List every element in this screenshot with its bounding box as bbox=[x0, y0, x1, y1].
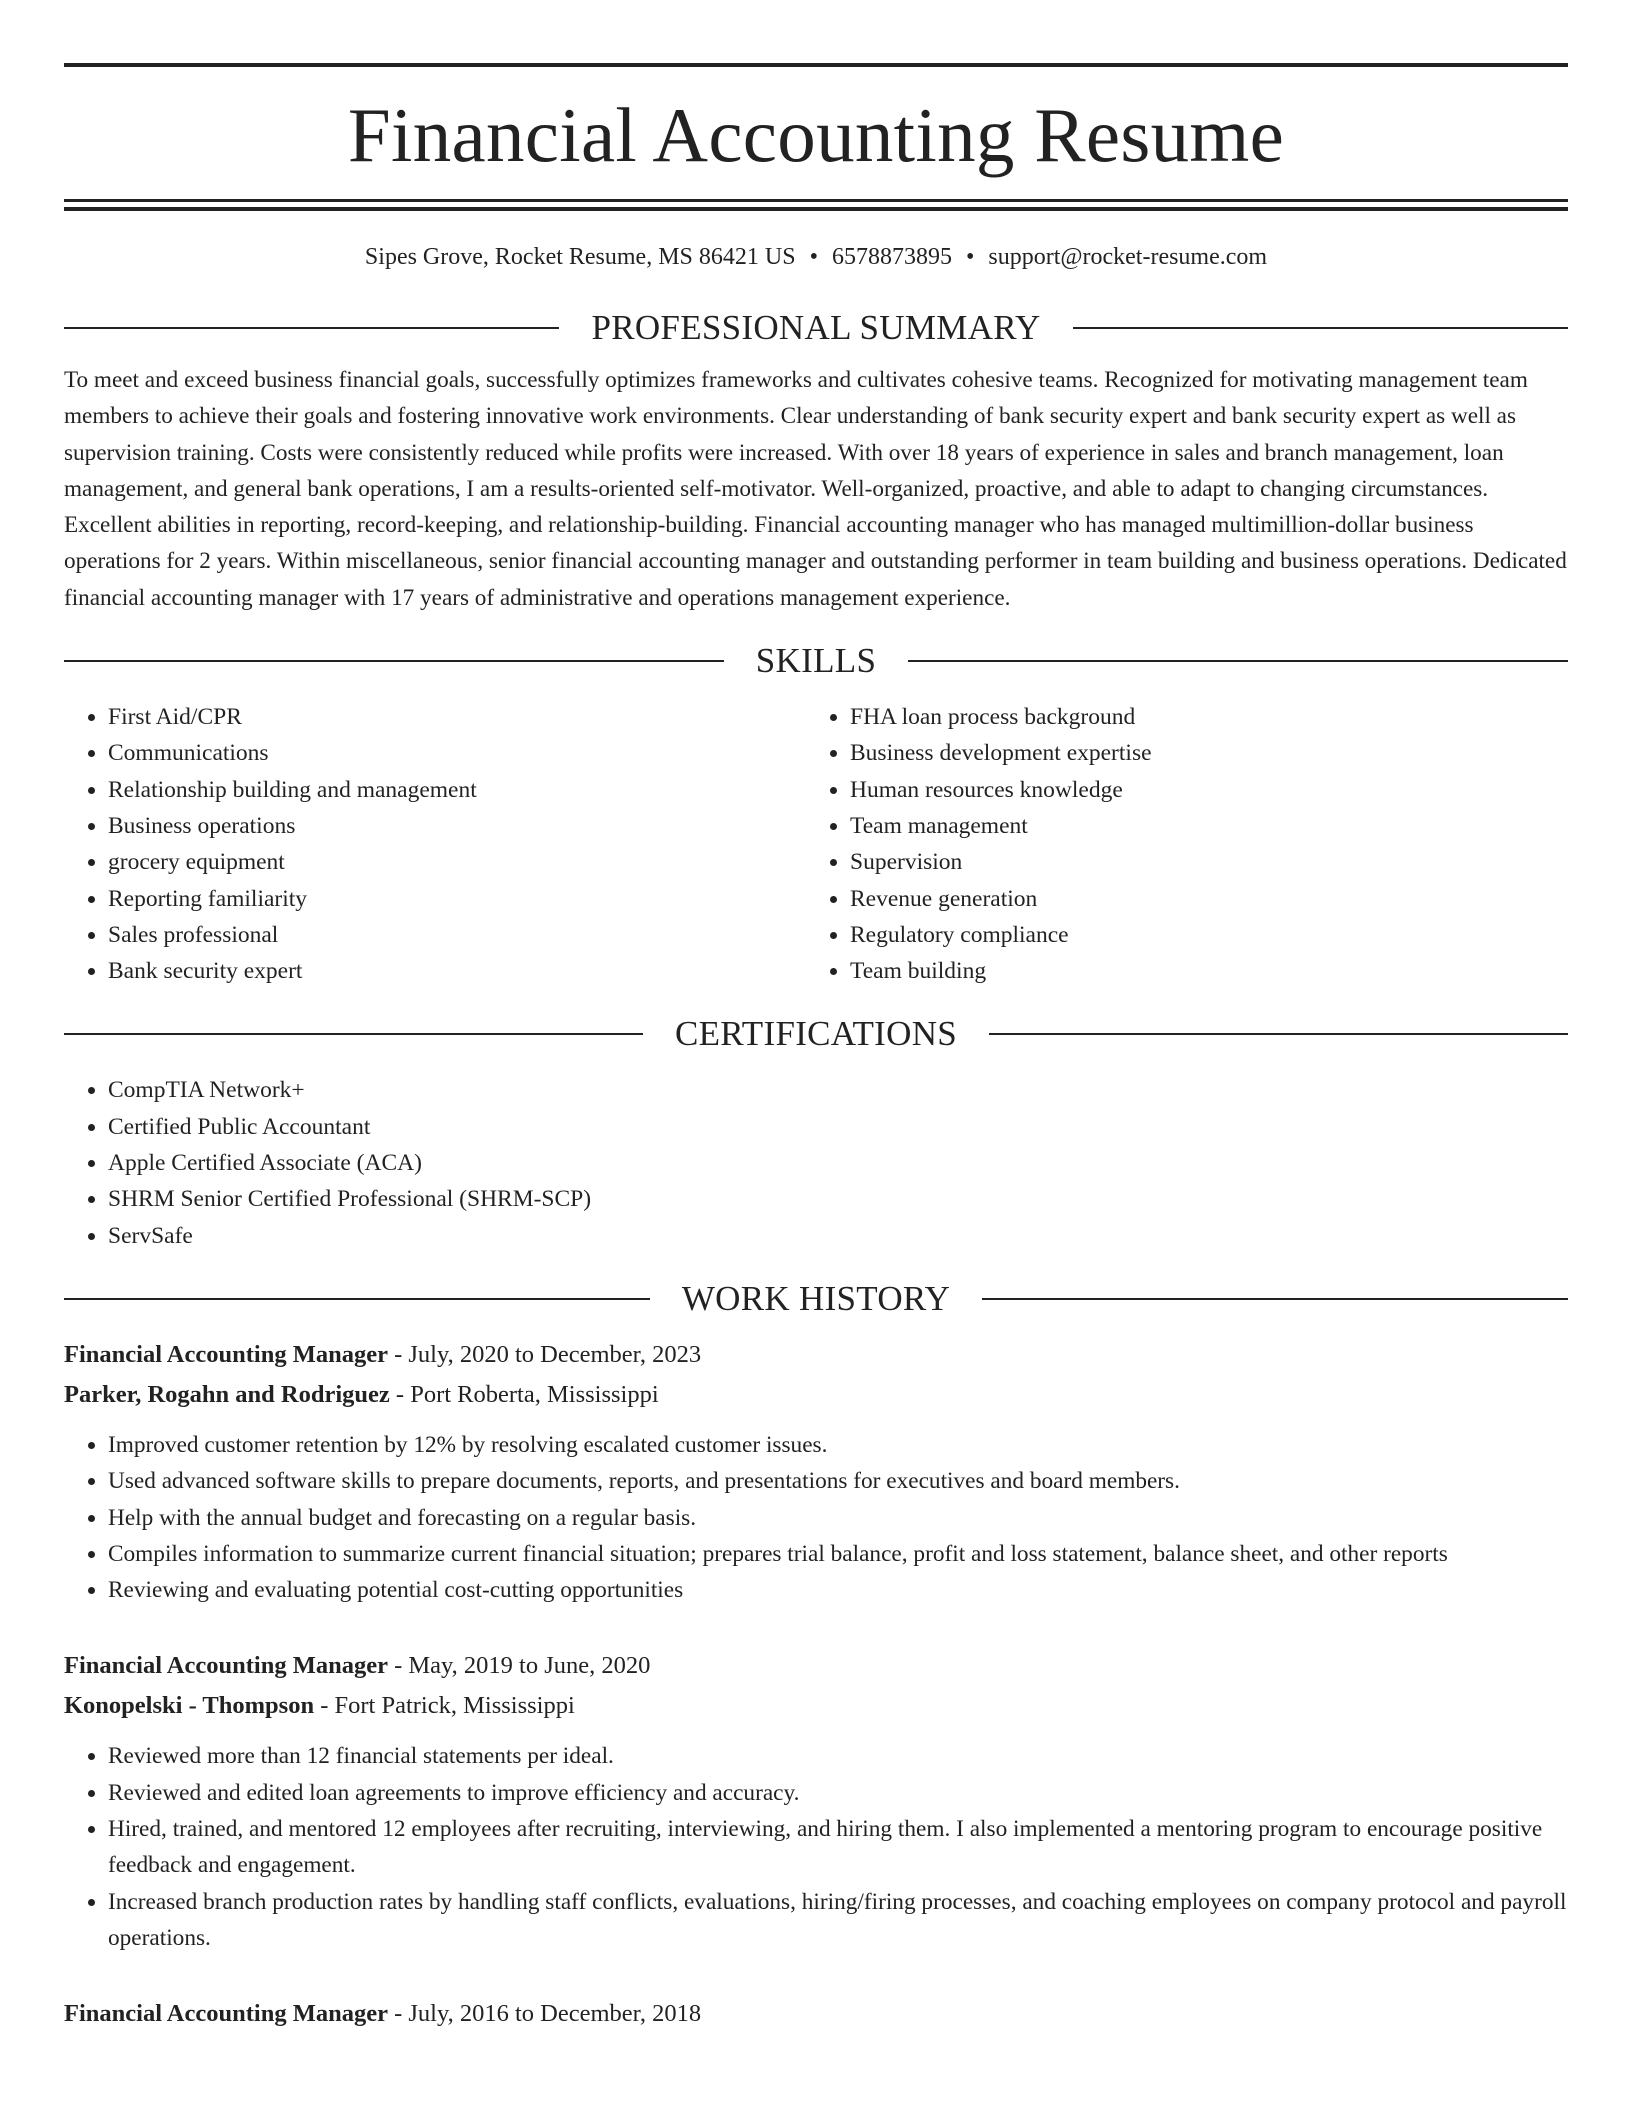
certification-item: • ServSafe bbox=[108, 1218, 1568, 1254]
contact-address: Sipes Grove, Rocket Resume, MS 86421 US bbox=[364, 244, 796, 270]
section-title: PROFESSIONAL SUMMARY bbox=[591, 308, 1041, 347]
heading-rule-left bbox=[64, 1298, 650, 1300]
skill-item: • Business operations bbox=[108, 808, 806, 844]
contact-email: support@rocket-resume.com bbox=[988, 244, 1268, 270]
heading-rule-left bbox=[64, 660, 724, 662]
certification-item: • Apple Certified Associate (ACA) bbox=[108, 1145, 1568, 1181]
job-bullet-list bbox=[64, 1738, 1568, 1956]
job-entry bbox=[64, 1646, 1568, 1956]
job-title-line bbox=[64, 1994, 1568, 2034]
job-dates: - May, 2019 to June, 2020 bbox=[387, 1652, 651, 1680]
job-company-line bbox=[64, 1375, 1568, 1415]
certifications-list bbox=[64, 1072, 1568, 1253]
job-company-line bbox=[64, 1686, 1568, 1726]
skills-list-left bbox=[64, 699, 806, 989]
contact-separator: • bbox=[809, 244, 818, 270]
skill-item: • Relationship building and management bbox=[108, 772, 806, 808]
skill-item: • grocery equipment bbox=[108, 844, 806, 880]
heading-rule-right bbox=[908, 660, 1568, 662]
top-rule bbox=[64, 63, 1568, 67]
resume-title: Financial Accounting Resume bbox=[347, 92, 1285, 178]
contact-phone: 6578873895 bbox=[831, 244, 952, 270]
heading-rule-right bbox=[989, 1033, 1568, 1035]
section-heading-skills bbox=[64, 641, 1568, 681]
job-bullet: • Compiles information to summarize current financial situation; prepares trial balance, profit and loss statement, balance sheet, and other reports bbox=[108, 1536, 1568, 1572]
section-title: WORK HISTORY bbox=[681, 1278, 951, 1318]
skill-item: • FHA loan process background bbox=[850, 699, 1548, 735]
job-location: - Fort Patrick, Mississippi bbox=[314, 1692, 575, 1720]
job-entry bbox=[64, 1994, 1568, 2034]
section-heading-certifications bbox=[64, 1014, 1568, 1054]
contact-line bbox=[64, 241, 1568, 273]
job-bullet: • Reviewed and edited loan agreements to improve efficiency and accuracy. bbox=[108, 1775, 1568, 1811]
job-title: Financial Accounting Manager bbox=[64, 2000, 388, 2028]
section-heading-summary bbox=[64, 308, 1568, 348]
contact-separator: • bbox=[965, 244, 975, 270]
skill-item: • First Aid/CPR bbox=[108, 699, 806, 735]
job-bullet: • Hired, trained, and mentored 12 employees after recruiting, interviewing, and hiring them. I also implemented a mentoring program to encourage positive feedback and engagement. bbox=[108, 1811, 1568, 1884]
title-double-rule bbox=[64, 199, 1568, 211]
skill-item: • Team building bbox=[850, 953, 1548, 989]
skills-column-left bbox=[64, 699, 806, 989]
section-heading-work-history bbox=[64, 1279, 1568, 1319]
skill-item: • Business development expertise bbox=[850, 735, 1548, 771]
skills-columns bbox=[64, 699, 1568, 989]
heading-rule-right bbox=[982, 1298, 1568, 1300]
job-title-line bbox=[64, 1646, 1568, 1686]
certification-item: • SHRM Senior Certified Professional (SHRM-SCP) bbox=[108, 1181, 1568, 1217]
skill-item: • Supervision bbox=[850, 844, 1548, 880]
skills-column-right bbox=[806, 699, 1548, 989]
skill-item: • Communications bbox=[108, 735, 806, 771]
job-dates: - July, 2016 to December, 2018 bbox=[387, 2000, 702, 2028]
certification-item: • Certified Public Accountant bbox=[108, 1109, 1568, 1145]
job-company: Parker, Rogahn and Rodriguez bbox=[64, 1380, 390, 1408]
skill-item: • Sales professional bbox=[108, 917, 806, 953]
heading-rule-left bbox=[64, 327, 559, 329]
heading-rule-right bbox=[1073, 327, 1568, 329]
skills-list-right bbox=[806, 699, 1548, 989]
job-location: - Port Roberta, Mississippi bbox=[389, 1380, 659, 1408]
job-bullet: • Reviewed more than 12 financial statements per ideal. bbox=[108, 1738, 1568, 1774]
skill-item: • Team management bbox=[850, 808, 1548, 844]
section-title: SKILLS bbox=[755, 641, 877, 681]
section-title: CERTIFICATIONS bbox=[674, 1014, 958, 1054]
job-dates: - July, 2020 to December, 2023 bbox=[387, 1340, 702, 1368]
skill-item: • Regulatory compliance bbox=[850, 917, 1548, 953]
job-title-line bbox=[64, 1335, 1568, 1375]
job-title: Financial Accounting Manager bbox=[64, 1340, 388, 1368]
job-bullet: • Improved customer retention by 12% by resolving escalated customer issues. bbox=[108, 1427, 1568, 1463]
skill-item: • Reporting familiarity bbox=[108, 881, 806, 917]
heading-rule-left bbox=[64, 1033, 643, 1035]
job-bullet: • Help with the annual budget and forecasting on a regular basis. bbox=[108, 1500, 1568, 1536]
job-title: Financial Accounting Manager bbox=[64, 1652, 388, 1680]
certification-item: • CompTIA Network+ bbox=[108, 1072, 1568, 1108]
job-company: Konopelski - Thompson bbox=[64, 1692, 315, 1720]
job-bullet: • Used advanced software skills to prepare documents, reports, and presentations for executives and board members. bbox=[108, 1463, 1568, 1499]
summary-paragraph: To meet and exceed business financial goals, successfully optimizes frameworks and cultivates cohesive teams. Recognized for motivating management team members to achieve their goals and fostering innovative work environments. Clear understanding of bank security expert and bank security expert as well as supervision training. Costs were consistently reduced while profits were increased. With over 18 years of experience in sales and branch management, loan management, and general bank operations, I am a results-oriented self-motivator. Well-organized, proactive, and able to adapt to changing circumstances. Excellent abilities in reporting, record-keeping, and relationship-building. Financial accounting manager who has managed multimillion-dollar business operations for 2 years. Within miscellaneous, senior financial accounting manager and outstanding performer in team building and business operations. Dedicated financial accounting manager with 17 years of administrative and operations management experience. bbox=[64, 367, 1567, 611]
skill-item: • Bank security expert bbox=[108, 953, 806, 989]
skill-item: • Revenue generation bbox=[850, 881, 1548, 917]
skill-item: • Human resources knowledge bbox=[850, 772, 1548, 808]
job-bullet-list bbox=[64, 1427, 1568, 1608]
job-bullet: • Increased branch production rates by handling staff conflicts, evaluations, hiring/firing processes, and coaching employees on company protocol and payroll operations. bbox=[108, 1884, 1568, 1957]
job-entry bbox=[64, 1335, 1568, 1608]
job-bullet: • Reviewing and evaluating potential cost-cutting opportunities bbox=[108, 1572, 1568, 1608]
